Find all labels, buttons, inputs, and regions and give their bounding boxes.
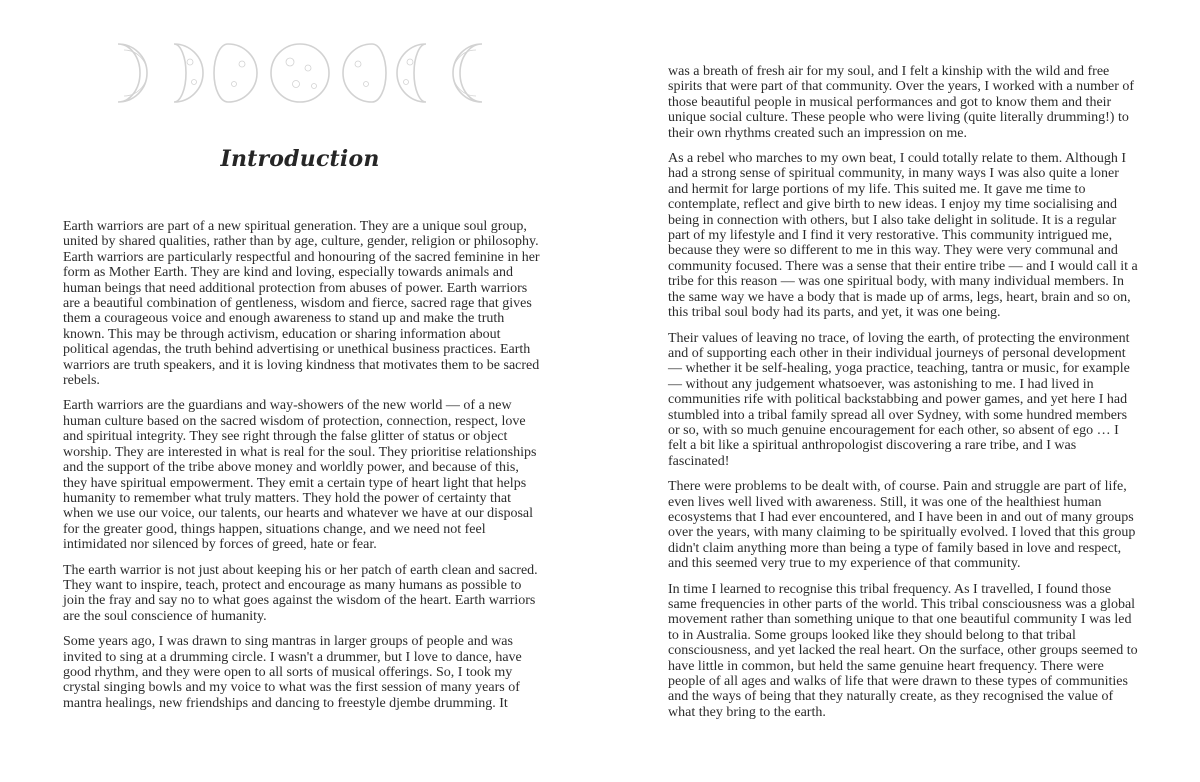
right-page	[600, 0, 1200, 782]
paragraph: Some years ago, I was drawn to sing mantras in larger groups of people and was invited to sing at a drumming circle. I wasn't a drummer, but I love to dance, have good rhythm, and they were open to all sorts of musical offerings. So, I took my crystal singing bowls and my voice to what was the first session of many years of mantra healings, new friendships and dancing to freestyle djembe drumming. It	[63, 634, 522, 711]
paragraph: The earth warrior is not just about keeping his or her patch of earth clean and sacred. They want to inspire, teach, protect and encourage as many humans as possible to join the fray and say no to what goes against the wisdom of the heart. Earth warriors are the soul conscience of humanity.	[63, 562, 538, 624]
paragraph: Earth warriors are the guardians and way-showers of the new world — of a new human culture based on the sacred wisdom of protection, connection, respect, love and spiritual integrity. They see right through the false glitter of status or object worship. They are interested in what is real for the soul. They prioritise relationships and the support of the tribe above money and worldly power, and because of this, they have spiritual empowerment. They emit a certain type of heart light that helps humanity to remember what truly matters. They hold the power of certainty that when we use our voice, our talents, our hearts and whatever we have at our disposal for the greater good, things happen, situations change, and we need not feel intimidated nor silenced by forces of greed, hate or fear.	[63, 398, 537, 553]
moon-phases-icon	[104, 40, 496, 106]
paragraph: As a rebel who marches to my own beat, I could totally relate to them. Although I had a strong sense of spiritual community, in many ways I was also quite a loner and hermit for large portions of my life. This suited me. It gave me time to contemplate, reflect and give birth to new ideas. I enjoy my time socialising and being in connection with others, but I also take delight in solitude. It is a regular part of my lifestyle and I find it very restorative. This community intrigued me, because they were so different to me in this way. They were very communal and community focused. There was a sense that their entire tribe — and I would call it a tribe for this reason — was one spiritual body, with many individual members. In the same way we have a body that is made up of arms, legs, heart, brain and so on, this tribal soul body had its parts, and yet, it was one being.	[668, 151, 1138, 321]
right-page-body	[668, 64, 1138, 730]
chapter-title: Introduction	[220, 146, 380, 172]
left-page-body	[63, 219, 541, 721]
paragraph: was a breath of fresh air for my soul, and I felt a kinship with the wild and free spirits that were part of that community. Over the years, I worked with a number of those beautiful people in musical performances and got to know them and their unique social culture. These people who were living (quite literally drumming!) to their own rhythms created such an impression on me.	[668, 64, 1135, 141]
paragraph: Their values of leaving no trace, of loving the earth, of protecting the environment and of supporting each other in their individual journeys of personal development — whether it be self-healing, yoga practice, teaching, tantra or music, for example — without any judgement whatsoever, was astonishing to me. I had lived in communities rife with political backstabbing and power games, and yet here I had stumbled into a tribal family spread all over Sydney, with some hundred members or so, with so much genuine encouragement for each other, so absent of ego … I felt a bit like a spiritual anthropologist discovering a rare tribe, and I was fascinated!	[668, 330, 1130, 469]
paragraph: Earth warriors are part of a new spiritual generation. They are a unique soul group, united by shared qualities, rather than by age, culture, gender, religion or philosophy. Earth warriors are particularly respectful and honouring of the sacred feminine in her form as Mother Earth. They are kind and loving, especially towards animals and human beings that need additional protection from abuses of power. Earth warriors are a beautiful combination of gentleness, wisdom and fierce, sacred rage that gives them a courageous voice and enough awareness to stand up and make the truth known. This may be through activism, education or sharing information about political agendas, the truth behind advertising or unethical business practices. Earth warriors are truth speakers, and it is loving kindness that motivates them to be sacred rebels.	[63, 219, 540, 389]
paragraph: There were problems to be dealt with, of course. Pain and struggle are part of life, even lives well lived with awareness. Still, it was one of the healthiest human ecosystems that I had ever encountered, and I have been in and out of many groups over the years, with many claiming to be spiritually evolved. I loved that this group didn't claim anything more than being a type of family based in love and respect, and this seemed very true to my experience of that community.	[668, 479, 1136, 572]
paragraph: In time I learned to recognise this tribal frequency. As I travelled, I found those same frequencies in other parts of the world. This tribal consciousness was a global movement rather than something unique to that one beautiful community I was led to in Australia. Some groups looked like they should belong to that tribal consciousness, and yet lacked the real heart. On the surface, other groups seemed to have little in common, but held the same genuine heart frequency. There were people of all ages and walks of life that were drawn to these types of communities and the ways of being that they naturally create, as they recognised the value of what they bring to the earth.	[668, 581, 1138, 720]
